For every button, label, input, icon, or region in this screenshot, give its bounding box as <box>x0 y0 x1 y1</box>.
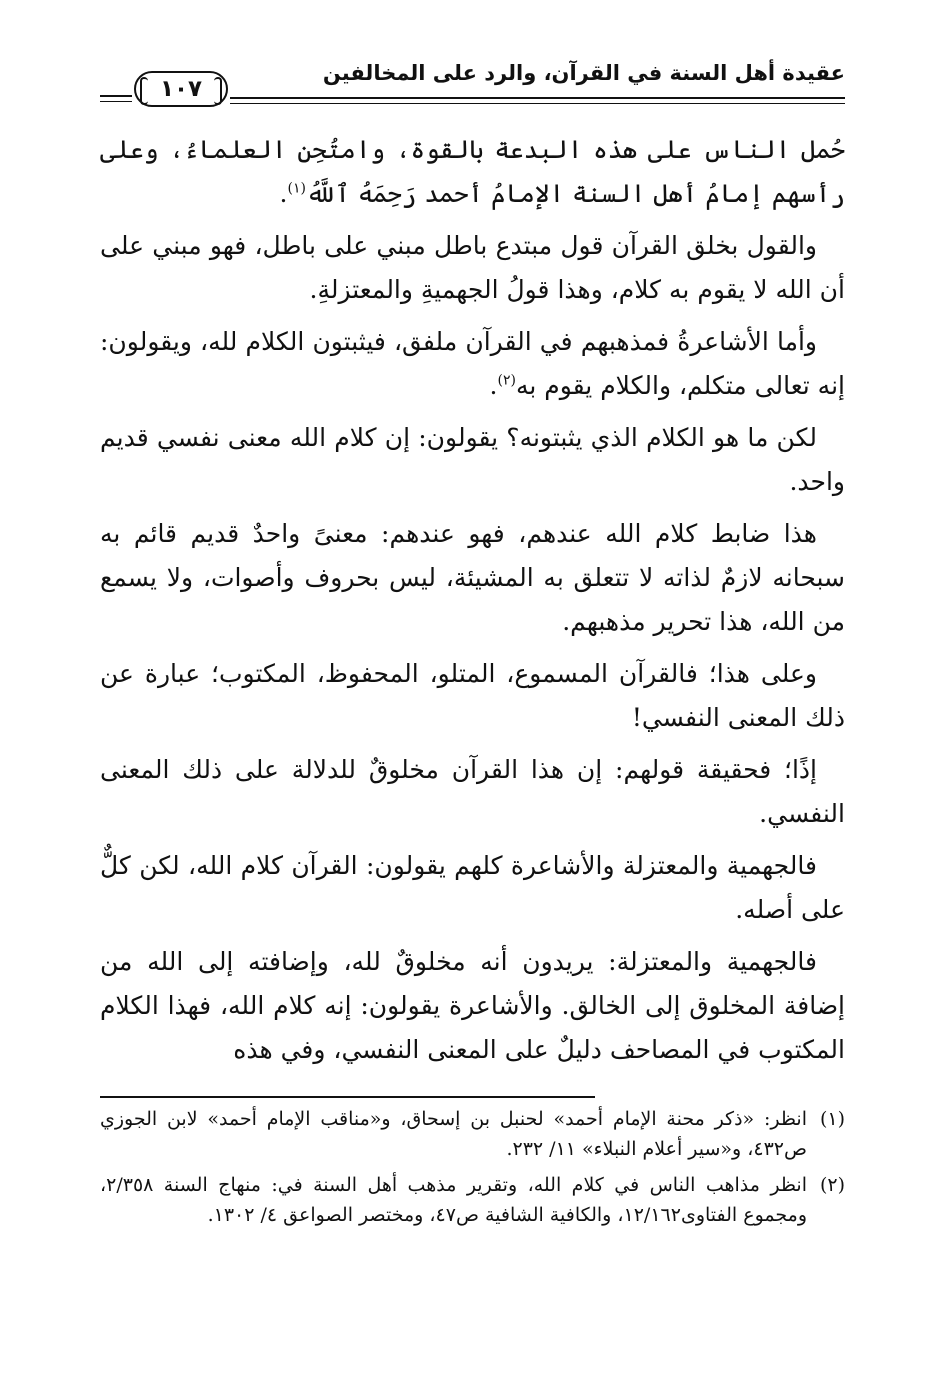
footnote <box>100 1104 845 1164</box>
header-rule <box>100 95 132 97</box>
header-rule <box>230 103 845 104</box>
main-text <box>100 128 845 1080</box>
footnote <box>100 1170 845 1230</box>
page-number: ١٠٧ <box>159 76 203 102</box>
paragraph <box>100 128 845 216</box>
paragraph-text: وأما الأشاعرةُ فمذهبهم في القرآن ملفق، فيثبتون الكلام لله، ويقولون: إنه تعالى متكلم، والكلام يقوم به <box>100 327 845 400</box>
footnote-number: (١) <box>819 1108 845 1130</box>
paragraph: فالجهمية والمعتزلة: يريدون أنه مخلوقٌ لله، وإضافته إلى الله من إضافة المخلوق إلى الخالق. والأشاعرة يقولون: إنه كلام الله، فهذا الكلام المكتوب في المصاحف دليلٌ على المعنى النفسي، وفي هذه <box>100 947 845 1064</box>
footnote-text: انظر مذاهب الناس في كلام الله، وتقرير مذهب أهل السنة في: منهاج السنة ٢/٣٥٨، ومجموع الفتاوى١٢/١٦٢، والكافية الشافية ص٤٧، ومختصر الصواعق ٤/ ١٣٠٢. <box>100 1174 807 1226</box>
footnote-divider <box>100 1096 595 1098</box>
paragraph: وعلى هذا؛ فالقرآن المسموع، المتلو، المحفوظ، المكتوب؛ عبارة عن ذلك المعنى النفسي! <box>100 659 845 732</box>
page-number-badge <box>134 71 228 107</box>
footnote-text: انظر: «ذكر محنة الإمام أحمد» لحنبل بن إسحاق، و«مناقب الإمام أحمد» لابن الجوزي ص٤٣٢، و«سير أعلام النبلاء» ١١/ ٢٣٢. <box>100 1108 807 1160</box>
page-header <box>100 55 845 110</box>
footnote-reference: (١) <box>287 180 306 197</box>
paragraph: فالجهمية والمعتزلة والأشاعرة كلهم يقولون: القرآن كلام الله، لكن كلٌّ على أصله. <box>100 851 845 924</box>
paragraph-text: حُمل الناس على هذه البدعة بالقوة، وامتُحِن العلماءُ، وعلى رأسهم إمامُ أهل السنة الإمامُ أحمد رَحِمَهُ ٱللَّهُ <box>100 135 845 208</box>
paragraph: والقول بخلق القرآن قول مبتدع باطل مبني على باطل، فهو مبني على أن الله لا يقوم به كلام، وهذا قولُ الجهميةِ والمعتزلةِ. <box>100 231 845 304</box>
paragraph-end: . <box>489 371 498 400</box>
paragraph-end: . <box>279 179 288 208</box>
paragraph <box>100 320 845 408</box>
paragraph: لكن ما هو الكلام الذي يثبتونه؟ يقولون: إن كلام الله معنى نفسي قديم واحد. <box>100 423 845 496</box>
running-title: عقيدة أهل السنة في القرآن، والرد على المخالفين <box>322 61 845 85</box>
paragraph: هذا ضابط كلام الله عندهم، فهو عندهم: معنىً واحدٌ قديم قائم به سبحانه لازمٌ لذاته لا تتعلق به المشيئة، ليس بحروف وأصوات، ولا يسمع من الله، هذا تحرير مذهبهم. <box>100 519 845 636</box>
footnote-reference: (٢) <box>497 372 516 389</box>
header-rule <box>230 97 845 99</box>
paragraph: إذًا؛ فحقيقة قولهم: إن هذا القرآن مخلوقٌ للدلالة على ذلك المعنى النفسي. <box>100 755 845 828</box>
header-rule <box>100 101 132 102</box>
footnote-number: (٢) <box>819 1174 845 1196</box>
footnotes <box>100 1104 845 1236</box>
